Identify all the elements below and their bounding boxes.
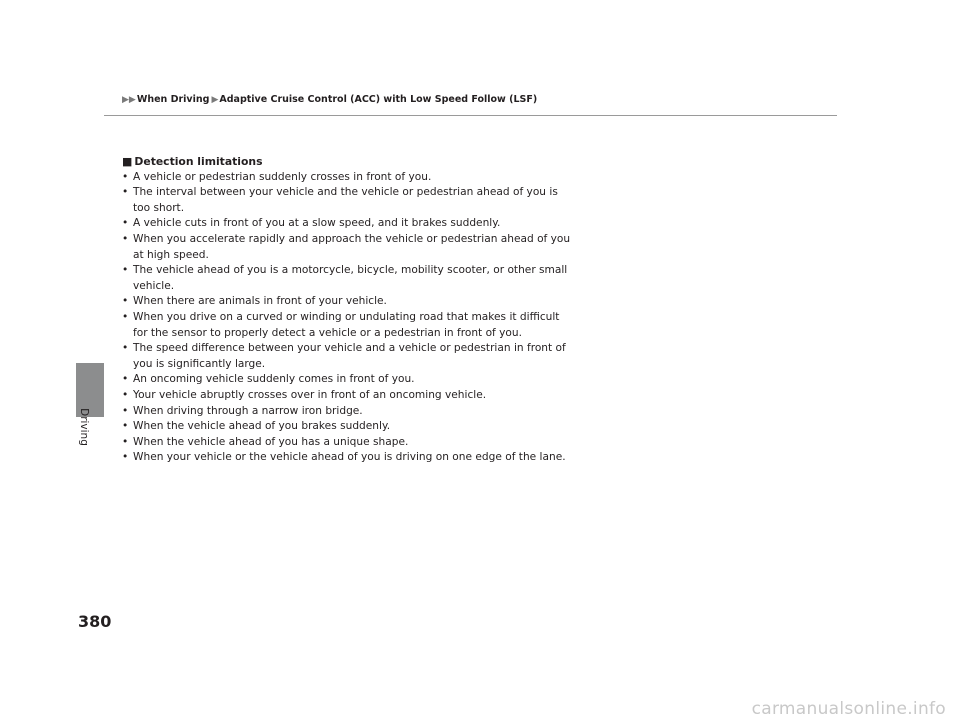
page-number: 380 [78,612,112,631]
list-item: • The vehicle ahead of you is a motorcycle, bicycle, mobility scooter, or other small vehicle. [122,263,574,294]
chevron-right-icon: ▶▶ [122,95,136,105]
list-item: • A vehicle or pedestrian suddenly crosses in front of you. [122,170,574,186]
square-bullet-icon: ■ [122,155,133,168]
list-item: • When you drive on a curved or winding or undulating road that makes it difficult for the sensor to properly detect a vehicle or a pedestrian in front of you. [122,310,574,341]
list-item: • When there are animals in front of your vehicle. [122,294,574,310]
list-item: • When the vehicle ahead of you brakes suddenly. [122,419,574,435]
list-item: • When driving through a narrow iron bridge. [122,404,574,420]
list-item: • When the vehicle ahead of you has a unique shape. [122,435,574,451]
breadcrumb [122,94,539,105]
main-content [122,154,574,466]
chapter-tab-label: Driving [78,408,90,446]
list-item: • When your vehicle or the vehicle ahead of you is driving on one edge of the lane. [122,450,574,466]
section-heading-text: Detection limitations [134,155,263,168]
section-heading [122,154,574,170]
header-divider [104,115,837,116]
list-item: • The speed difference between your vehicle and a vehicle or pedestrian in front of you is significantly large. [122,341,574,372]
list-item: • An oncoming vehicle suddenly comes in front of you. [122,372,574,388]
limitations-list [122,170,574,466]
list-item: • When you accelerate rapidly and approach the vehicle or pedestrian ahead of you at high speed. [122,232,574,263]
breadcrumb-item[interactable]: Adaptive Cruise Control (ACC) with Low Speed Follow (LSF) [219,94,538,105]
chevron-right-icon: ▶ [211,95,219,105]
watermark: carmanualsonline.info [751,699,946,719]
breadcrumb-item[interactable]: When Driving [136,94,210,105]
list-item: • The interval between your vehicle and the vehicle or pedestrian ahead of you is too short. [122,185,574,216]
list-item: • Your vehicle abruptly crosses over in front of an oncoming vehicle. [122,388,574,404]
list-item: • A vehicle cuts in front of you at a slow speed, and it brakes suddenly. [122,216,574,232]
